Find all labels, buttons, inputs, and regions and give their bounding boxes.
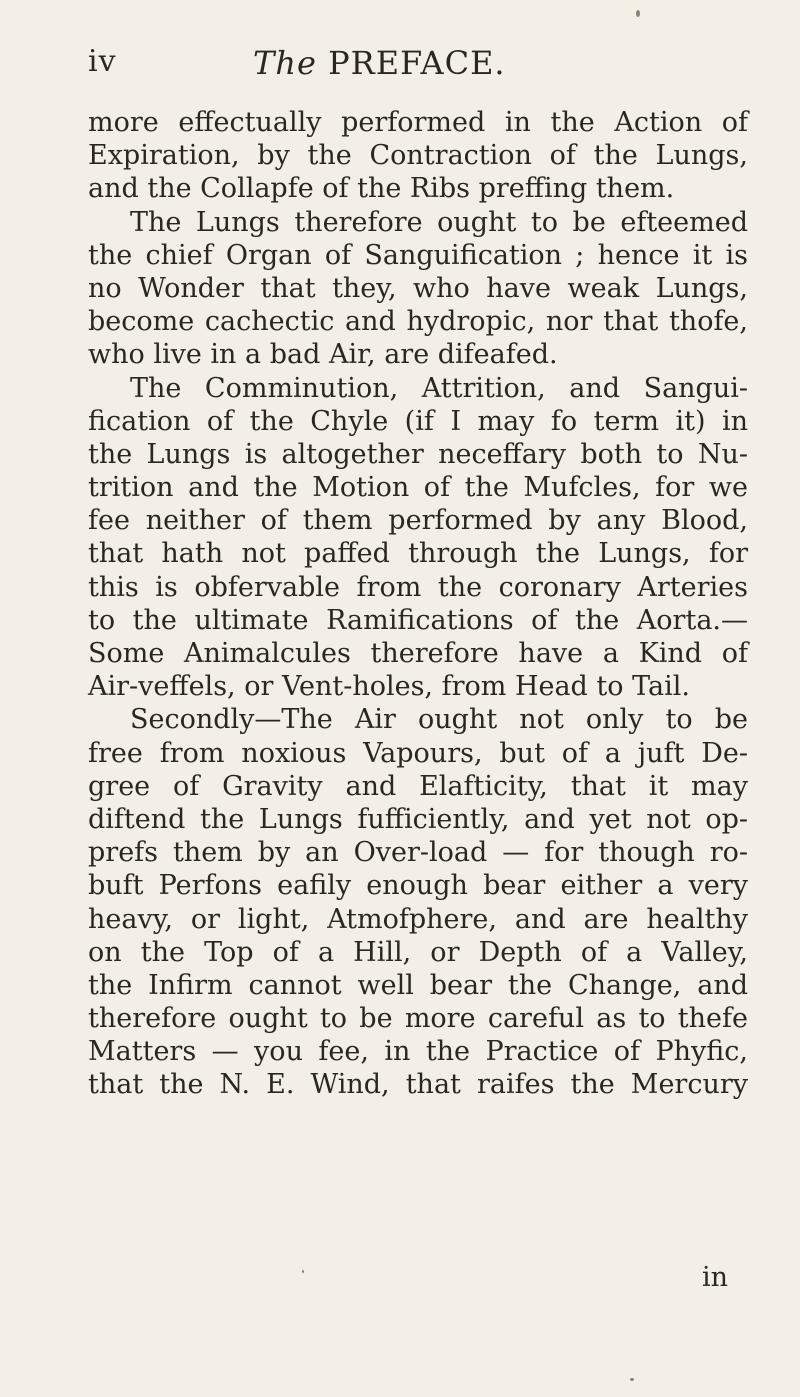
paper-speck bbox=[636, 10, 640, 17]
text-line: on the Top of a Hill, or Depth of a Valley, bbox=[88, 936, 748, 968]
text-line: no Wonder that they, who have weak Lungs, bbox=[88, 272, 748, 304]
running-title-the: The bbox=[253, 44, 317, 82]
text-line: more effectually performed in the Action of bbox=[88, 107, 748, 138]
catchword: in bbox=[702, 1262, 729, 1293]
paper-speck bbox=[302, 1270, 304, 1273]
text-line: Expiration, by the Contraction of the Lungs, bbox=[88, 140, 748, 172]
text-line: fee neither of them performed by any Blood, bbox=[88, 505, 748, 537]
text-line: Matters — you fee, in the Practice of Phyfic, bbox=[88, 1036, 748, 1068]
page-header bbox=[88, 44, 748, 88]
text-line: prefs them by an Over-load — for though ro- bbox=[88, 837, 748, 869]
running-title-main: PREFACE. bbox=[328, 44, 506, 82]
paragraph-start-line: Secondly—The Air ought not only to be bbox=[130, 704, 748, 736]
text-line: that the N. E. Wind, that raifes the Mercury bbox=[88, 1069, 748, 1101]
text-line: who live in a bad Air, are difeafed. bbox=[88, 339, 558, 371]
text-line: the chief Organ of Sanguification ; hence it is bbox=[88, 239, 748, 271]
page-number: iv bbox=[88, 44, 117, 79]
text-line: diftend the Lungs fufficiently, and yet not op- bbox=[88, 803, 748, 835]
text-line: and the Collapfe of the Ribs preffing them. bbox=[88, 173, 675, 205]
text-line: the Lungs is altogether neceffary both to Nu- bbox=[88, 438, 748, 470]
text-line: that hath not paffed through the Lungs, for bbox=[88, 538, 748, 570]
text-line: become cachectic and hydropic, nor that thofe, bbox=[88, 306, 748, 338]
text-line: heavy, or light, Atmofphere, and are healthy bbox=[88, 903, 748, 935]
text-line: Air-veffels, or Vent-holes, from Head to Tail. bbox=[88, 671, 690, 703]
paragraph-start-line: The Comminution, Attrition, and Sangui- bbox=[130, 372, 748, 404]
text-line: buft Perfons eafily enough bear either a very bbox=[88, 870, 748, 902]
text-line: trition and the Motion of the Mufcles, for we bbox=[88, 472, 748, 504]
text-line: Some Animalcules therefore have a Kind of bbox=[88, 638, 748, 669]
text-line: this is obfervable from the coronary Arteries bbox=[88, 571, 748, 603]
text-line: to the ultimate Ramifications of the Aorta.— bbox=[88, 604, 748, 636]
text-line: the Infirm cannot well bear the Change, and bbox=[88, 969, 748, 1001]
text-line: fication of the Chyle (if I may fo term it) in bbox=[88, 405, 748, 437]
text-line: gree of Gravity and Elafticity, that it may bbox=[88, 770, 748, 802]
paragraph-start-line: The Lungs therefore ought to be efteemed bbox=[130, 206, 748, 238]
running-title bbox=[253, 44, 506, 82]
paper-speck bbox=[630, 1378, 634, 1381]
text-line: free from noxious Vapours, but of a juft De- bbox=[88, 737, 748, 769]
text-line: therefore ought to be more careful as to thefe bbox=[88, 1003, 748, 1035]
body-text bbox=[88, 106, 748, 1102]
